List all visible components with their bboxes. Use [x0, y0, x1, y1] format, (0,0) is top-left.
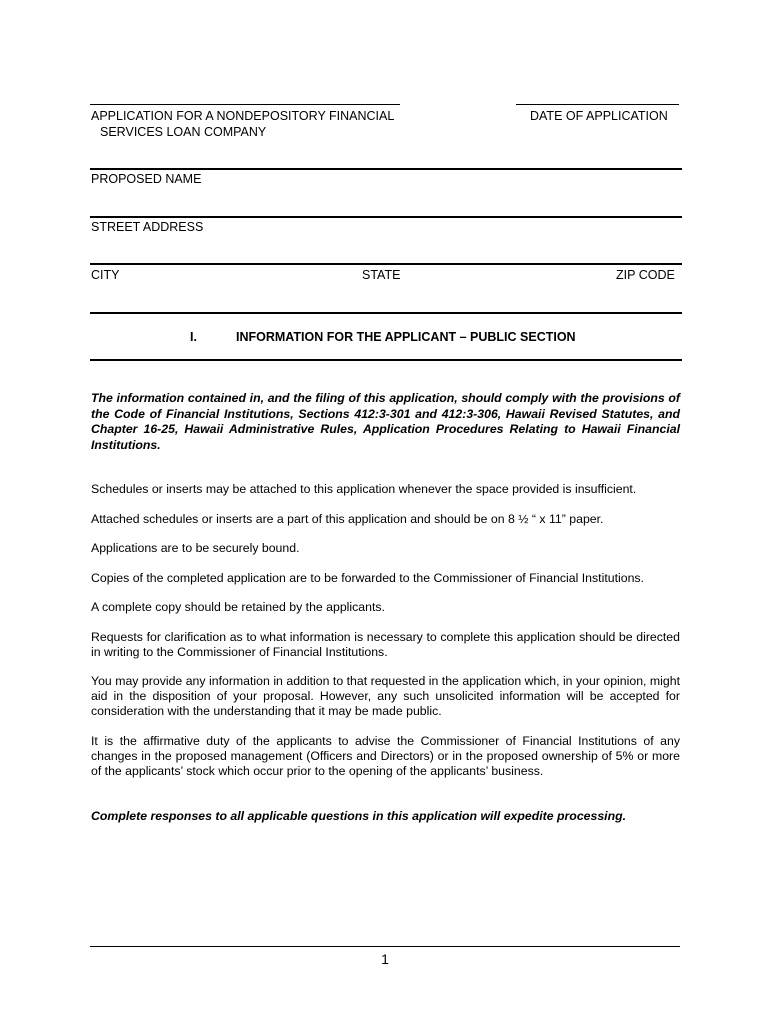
- street-address-label: STREET ADDRESS: [91, 220, 204, 234]
- section-top-rule: [90, 312, 682, 314]
- state-label: STATE: [362, 268, 401, 282]
- city-label: CITY: [91, 268, 120, 282]
- section-bottom-rule: [90, 359, 682, 361]
- paragraph-5: A complete copy should be retained by the applicants.: [91, 600, 385, 614]
- section-number: I.: [190, 330, 197, 344]
- zip-code-label: ZIP CODE: [616, 268, 675, 282]
- closing-statement: Complete responses to all applicable questions in this application will expedite processing.: [91, 809, 627, 823]
- intro-paragraph: The information contained in, and the filing of this application, should comply with the provisions of the Code of Financial Institutions, Sections 412:3-301 and 412:3-306, Hawaii Revised Statutes, and Chapter 16-25, Hawaii Administrative Rules, Application Procedures Relating to Hawaii Financial Institutions.: [91, 391, 680, 452]
- paragraph-6: Requests for clarification as to what information is necessary to complete this application should be directed in writing to the Commissioner of Financial Institutions.: [91, 630, 680, 659]
- paragraph-3: Applications are to be securely bound.: [91, 541, 300, 555]
- form-title-line2: SERVICES LOAN COMPANY: [100, 125, 267, 139]
- title-rule: [90, 104, 400, 105]
- date-rule: [516, 104, 679, 105]
- form-title-line1: APPLICATION FOR A NONDEPOSITORY FINANCIAL: [91, 109, 395, 123]
- date-of-application-label: DATE OF APPLICATION: [530, 109, 668, 123]
- proposed-name-label: PROPOSED NAME: [91, 172, 202, 186]
- street-address-rule: [90, 216, 682, 218]
- paragraph-1: Schedules or inserts may be attached to this application whenever the space provided is insufficient.: [91, 482, 637, 496]
- paragraph-8: It is the affirmative duty of the applicants to advise the Commissioner of Financial Institutions of any changes in the proposed management (Officers and Directors) or in the proposed ownership of 5% or more of the applicants’ stock which occur prior to the opening of the applicants’ business.: [91, 734, 680, 778]
- paragraph-7: You may provide any information in addition to that requested in the application which, in your opinion, might aid in the disposition of your proposal. However, any such unsolicited information will be accepted for consideration with the understanding that it may be made public.: [91, 674, 680, 718]
- section-title: INFORMATION FOR THE APPLICANT – PUBLIC SECTION: [236, 330, 576, 344]
- city-state-zip-rule: [90, 263, 682, 265]
- proposed-name-rule: [90, 168, 682, 170]
- paragraph-2: Attached schedules or inserts are a part of this application and should be on 8 ½ “ x 11” paper.: [91, 512, 604, 526]
- footer-rule: [90, 946, 680, 947]
- paragraph-4: Copies of the completed application are to be forwarded to the Commissioner of Financial Institutions.: [91, 571, 644, 585]
- form-title: [91, 108, 394, 140]
- page-number: 1: [381, 951, 389, 967]
